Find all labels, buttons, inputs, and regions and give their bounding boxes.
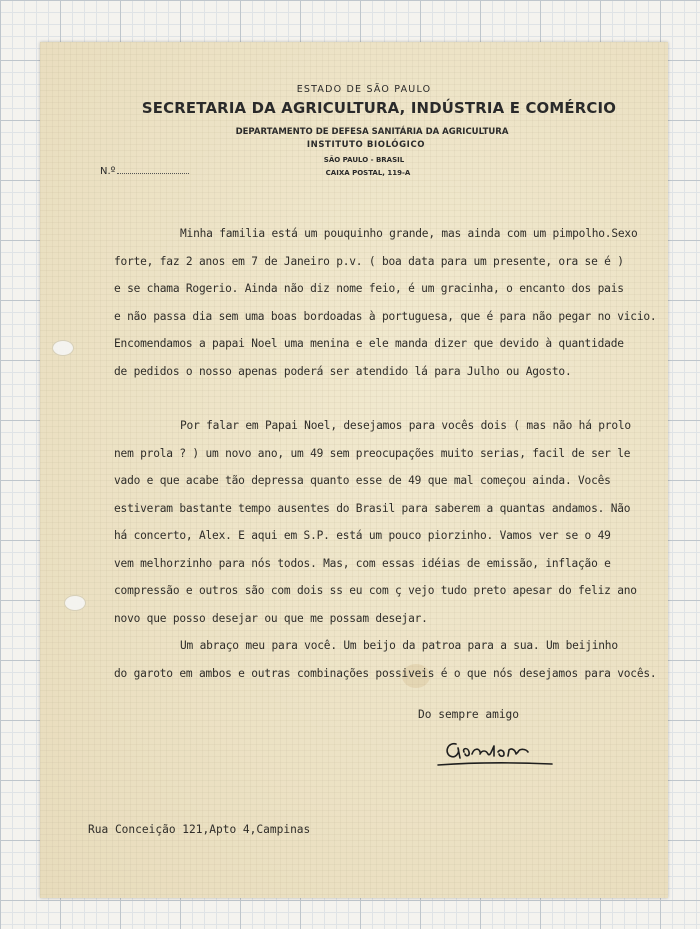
letter-line: vem melhorzinho para nós todos. Mas, com essas idéias de emissão, inflação e — [114, 556, 611, 570]
letter-line: e não passa dia sem uma boas bordoadas à portuguesa, que é para não pegar no vicio. — [114, 309, 657, 323]
letter-line: estiveram bastante tempo ausentes do Brasil para saberem a quantas andamos. Não — [114, 501, 631, 515]
document-number-field — [100, 164, 189, 177]
letter-line: Minha familia está um pouquinho grande, mas ainda com um pimpolho.Sexo — [180, 227, 638, 240]
number-blank-line — [117, 164, 189, 174]
letter-line: novo que posso desejar ou que me possam desejar. — [114, 611, 428, 625]
punch-hole-top — [52, 340, 74, 356]
letter-body — [114, 220, 684, 687]
letter-line: nem prola ? ) um novo ano, um 49 sem preocupações muito serias, facil de ser le — [114, 446, 631, 460]
closing-salutation: Do sempre amigo — [418, 708, 520, 721]
letter-line: forte, faz 2 anos em 7 de Janeiro p.v. ( boa data para um presente, ora se é ) — [114, 254, 624, 268]
letter-line: do garoto em ambos e outras combinações possiveis é o que nós desejamos para vocês. — [114, 666, 657, 680]
letter-line: há concerto, Alex. E aqui em S.P. está um pouco piorzinho. Vamos ver se o 49 — [114, 529, 611, 542]
number-label: N.º — [100, 166, 116, 177]
letterhead-state: ESTADO DE SÃO PAULO — [296, 84, 432, 95]
sender-address: Rua Conceição 121,Apto 4,Campinas — [88, 823, 311, 836]
punch-hole-bottom — [64, 595, 86, 611]
letter-line: de pedidos o nosso apenas poderá ser atendido lá para Julho ou Agosto. — [114, 364, 572, 378]
letter-line: e se chama Rogerio. Ainda não diz nome feio, é um gracinha, o encanto dos pais — [114, 282, 624, 295]
letterhead-city: SÃO PAULO - BRASIL — [323, 156, 405, 164]
letter-sheet — [40, 42, 668, 898]
letter-line: Encomendamos a papai Noel uma menina e ele manda dizer que devido à quantidade — [114, 337, 624, 350]
letter-line: Por falar em Papai Noel, desejamos para vocês dois ( mas não há prolo — [180, 419, 631, 432]
letterhead-secretariat: SECRETARIA DA AGRICULTURA, INDÚSTRIA E COMÉRCIO — [141, 99, 617, 117]
letterhead-institute: INSTITUTO BIOLÓGICO — [306, 140, 426, 150]
letter-line: vado e que acabe tão depressa quanto esse de 49 que mal começou ainda. Vocês — [114, 474, 611, 487]
letter-line: Um abraço meu para você. Um beijo da patroa para a sua. Um beijinho — [180, 639, 618, 652]
letterhead-postal-box: CAIXA POSTAL, 119-A — [325, 169, 411, 177]
letterhead-department: DEPARTAMENTO DE DEFESA SANITÁRIA DA AGRICULTURA — [235, 127, 509, 137]
letter-line: compressão e outros são com dois ss eu com ç vejo tudo preto apesar do feliz ano — [114, 584, 637, 597]
handwritten-signature — [436, 732, 556, 772]
